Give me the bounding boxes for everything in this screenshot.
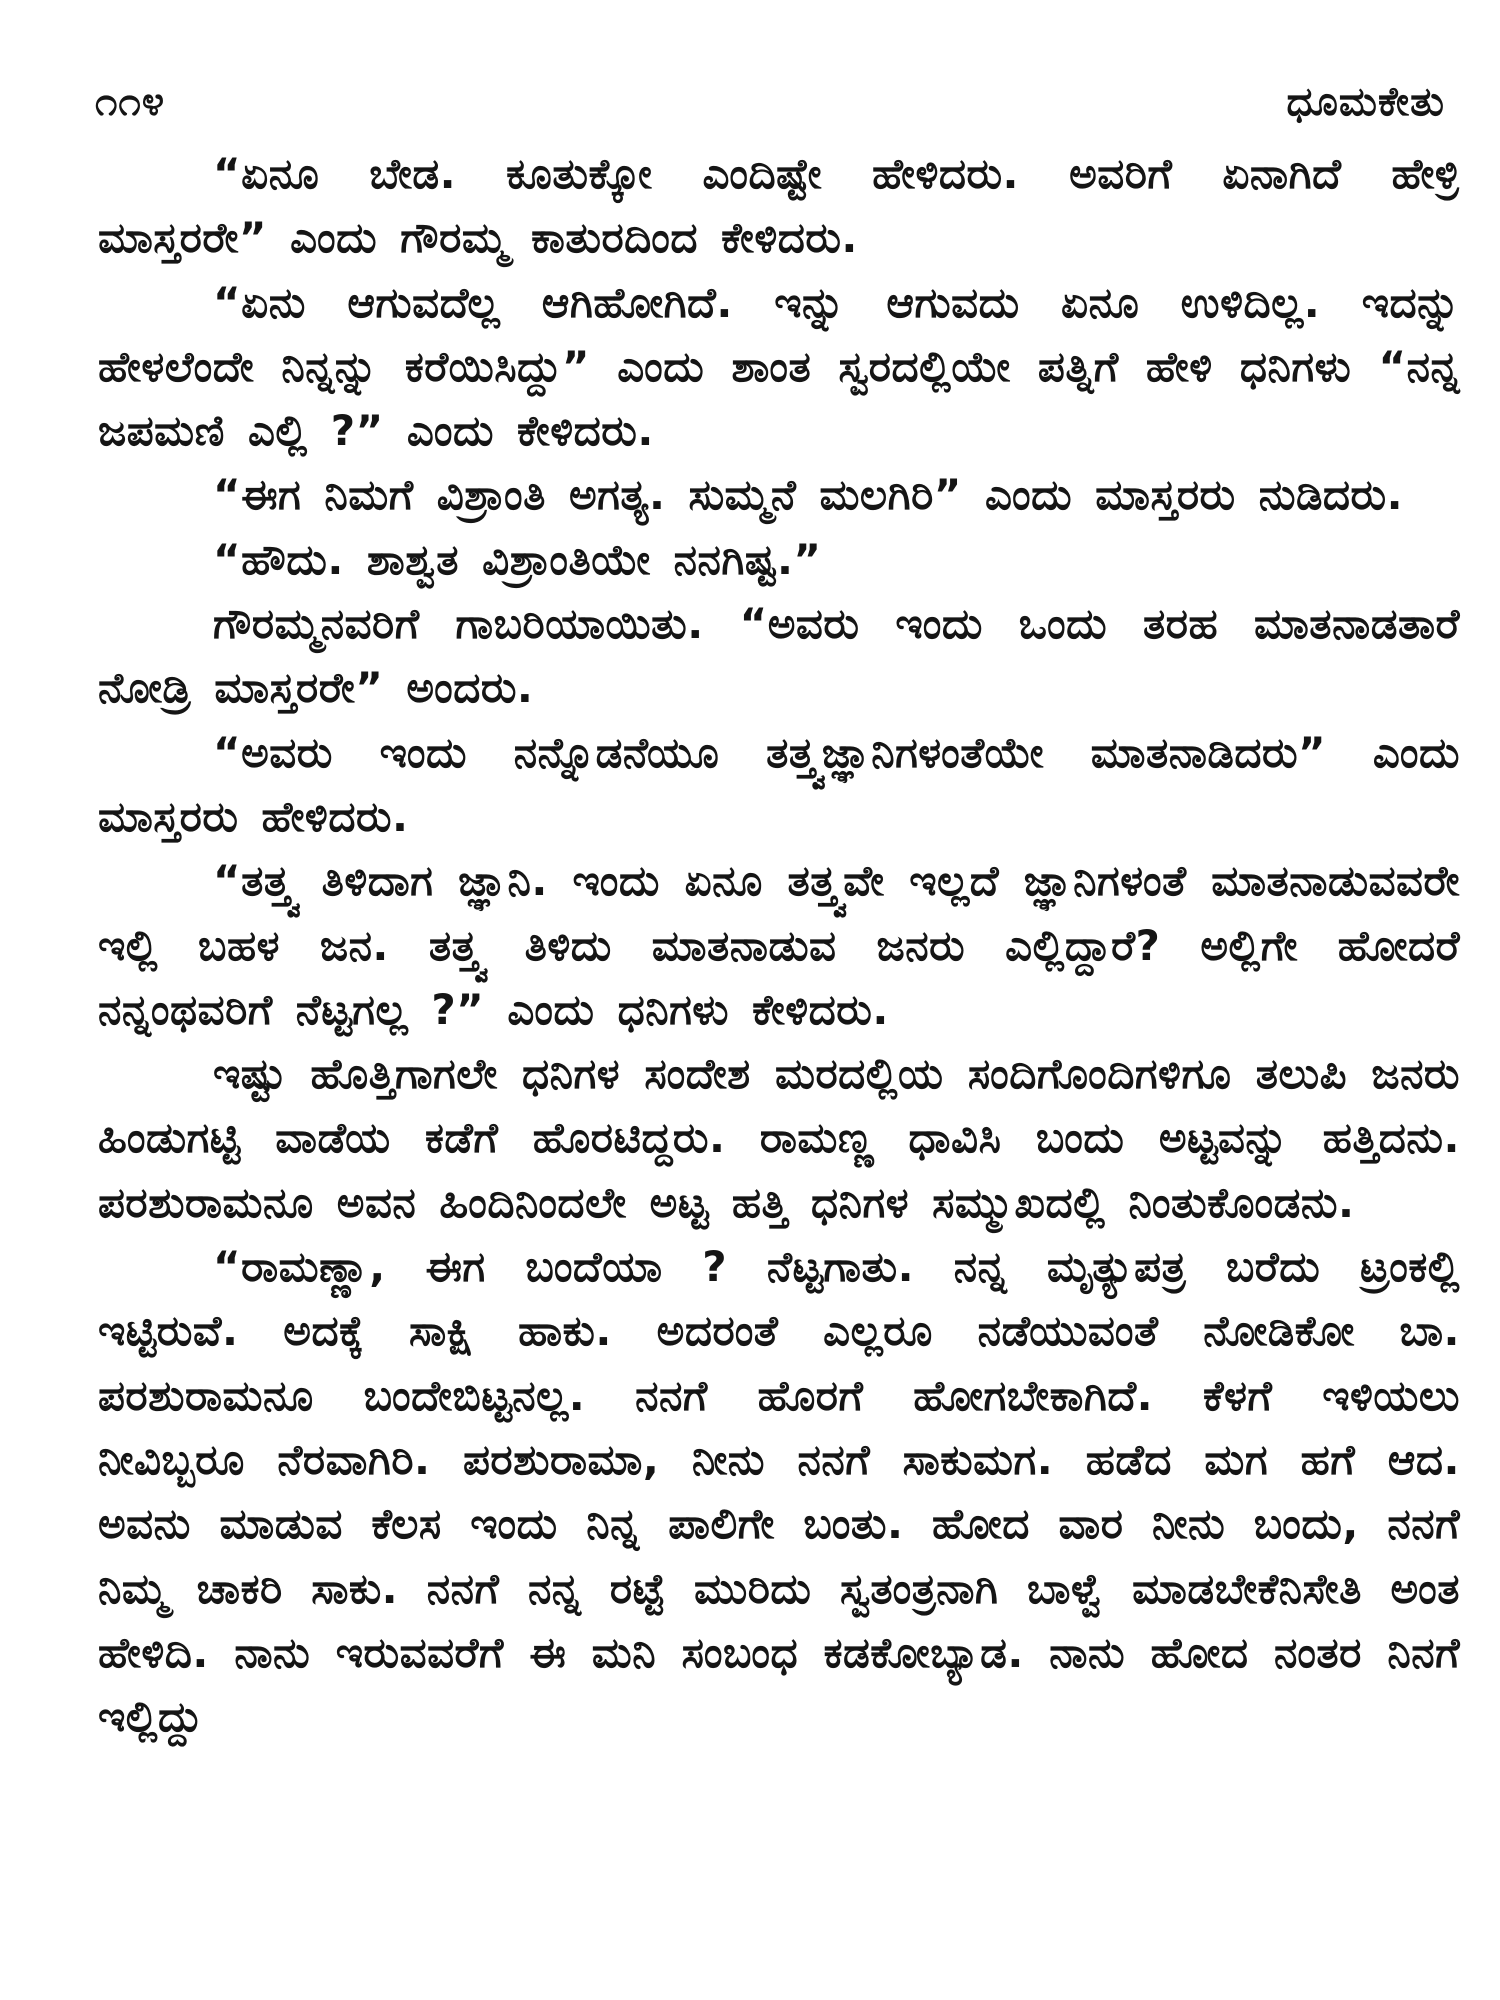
paragraph: ಗೌರಮ್ಮನವರಿಗೆ ಗಾಬರಿಯಾಯಿತು. “ಅವರು ಇಂದು ಒಂದು ತರಹ ಮಾತನಾಡತಾರೆ ನೋಡ್ರಿ ಮಾಸ್ತರರೇ” ಅಂದರು. (98, 599, 1460, 713)
paragraph: “ತತ್ತ್ವ ತಿಳಿದಾಗ ಜ್ಞಾನಿ. ಇಂದು ಏನೂ ತತ್ತ್ವವೇ ಇಲ್ಲದೆ ಜ್ಞಾನಿಗಳಂತೆ ಮಾತನಾಡುವವರೇ ಇಲ್ಲಿ ಬಹಳ ಜನ. ತತ್ತ್ವ ತಿಳಿದು ಮಾತನಾಡುವ ಜನರು ಎಲ್ಲಿದ್ದಾರೆ? ಅಲ್ಲಿಗೇ ಹೋದರೆ ನನ್ನಂಥವರಿಗೆ ನೆಟ್ಟಗಲ್ಲ ?” ಎಂದು ಧನಿಗಳು ಕೇಳಿದರು. (98, 856, 1460, 1034)
paragraph: “ಹೌದು. ಶಾಶ್ವತ ವಿಶ್ರಾಂತಿಯೇ ನನಗಿಷ್ಟ.” (213, 534, 822, 584)
paragraph: ಇಷ್ಟು ಹೊತ್ತಿಗಾಗಲೇ ಧನಿಗಳ ಸಂದೇಶ ಮರದಲ್ಲಿಯ ಸಂದಿಗೊಂದಿಗಳಿಗೂ ತಲುಪಿ ಜನರು ಹಿಂಡುಗಟ್ಟಿ ವಾಡೆಯ ಕಡೆಗೆ ಹೊರಟಿದ್ದರು. ರಾಮಣ್ಣ ಧಾವಿಸಿ ಬಂದು ಅಟ್ಟವನ್ನು ಹತ್ತಿದನು. ಪರಶುರಾಮನೂ ಅವನ ಹಿಂದಿನಿಂದಲೇ ಅಟ್ಟ ಹತ್ತಿ ಧನಿಗಳ ಸಮ್ಮುಖದಲ್ಲಿ ನಿಂತುಕೊಂಡನು. (98, 1049, 1460, 1227)
book-title: ಧೂಮಕೇತು (1286, 79, 1445, 125)
paragraph: “ಏನು ಆಗುವದೆಲ್ಲ ಆಗಿಹೋಗಿದೆ. ಇನ್ನು ಆಗುವದು ಏನೂ ಉಳಿದಿಲ್ಲ. ಇದನ್ನು ಹೇಳಲೆಂದೇ ನಿನ್ನನ್ನು ಕರೆಯಿಸಿದ್ದು” ಎಂದು ಶಾಂತ ಸ್ವರದಲ್ಲಿಯೇ ಪತ್ನಿಗೆ ಹೇಳಿ ಧನಿಗಳು “ನನ್ನ ಜಪಮಣಿ ಎಲ್ಲಿ ?” ಎಂದು ಕೇಳಿದರು. (98, 277, 1460, 456)
paragraph: “ಈಗ ನಿಮಗೆ ವಿಶ್ರಾಂತಿ ಅಗತ್ಯ. ಸುಮ್ಮನೆ ಮಲಗಿರಿ” ಎಂದು ಮಾಸ್ತರರು ನುಡಿದರು. (213, 470, 1404, 520)
page-header (95, 72, 1445, 132)
page-body (98, 142, 1460, 1749)
page-number: ೧೧೪ (95, 79, 166, 125)
paragraph: “ಅವರು ಇಂದು ನನ್ನೊಡನೆಯೂ ತತ್ತ್ವಜ್ಞಾನಿಗಳಂತೆಯೇ ಮಾತನಾಡಿದರು” ಎಂದು ಮಾಸ್ತರರು ಹೇಳಿದರು. (98, 727, 1460, 841)
paragraph: “ಏನೂ ಬೇಡ. ಕೂತುಕ್ಕೋ ಎಂದಿಷ್ಟೇ ಹೇಳಿದರು. ಅವರಿಗೆ ಏನಾಗಿದೆ ಹೇಳ್ರಿ ಮಾಸ್ತರರೇ” ಎಂದು ಗೌರಮ್ಮ ಕಾತುರದಿಂದ ಕೇಳಿದರು. (98, 149, 1460, 263)
paragraph: “ರಾಮಣ್ಣಾ, ಈಗ ಬಂದೆಯಾ ? ನೆಟ್ಟಗಾತು. ನನ್ನ ಮೃತ್ಯುಪತ್ರ ಬರೆದು ಟ್ರಂಕಲ್ಲಿ ಇಟ್ಟಿರುವೆ. ಅದಕ್ಕೆ ಸಾಕ್ಷಿ ಹಾಕು. ಅದರಂತೆ ಎಲ್ಲರೂ ನಡೆಯುವಂತೆ ನೋಡಿಕೋ ಬಾ. ಪರಶುರಾಮನೂ ಬಂದೇಬಿಟ್ಟನಲ್ಲ. ನನಗೆ ಹೊರಗೆ ಹೋಗಬೇಕಾಗಿದೆ. ಕೆಳಗೆ ಇಳಿಯಲು ನೀವಿಬ್ಬರೂ ನೆರವಾಗಿರಿ. ಪರಶುರಾಮಾ, ನೀನು ನನಗೆ ಸಾಕುಮಗ. ಹಡೆದ ಮಗ ಹಗೆ ಆದ. ಅವನು ಮಾಡುವ ಕೆಲಸ ಇಂದು ನಿನ್ನ ಪಾಲಿಗೇ ಬಂತು. ಹೋದ ವಾರ ನೀನು ಬಂದು, ನನಗೆ ನಿಮ್ಮ ಚಾಕರಿ ಸಾಕು. ನನಗೆ ನನ್ನ ರಟ್ಟೆ ಮುರಿದು ಸ್ವತಂತ್ರನಾಗಿ ಬಾಳ್ವೆ ಮಾಡಬೇಕೆನಿಸೇತಿ ಅಂತ ಹೇಳಿದಿ. ನಾನು ಇರುವವರೆಗೆ ಈ ಮನಿ ಸಂಬಂಧ ಕಡಕೋಬ್ಯಾಡ. ನಾನು ಹೋದ ನಂತರ ನಿನಗೆ ಇಲ್ಲಿದ್ದು (98, 1242, 1460, 1742)
